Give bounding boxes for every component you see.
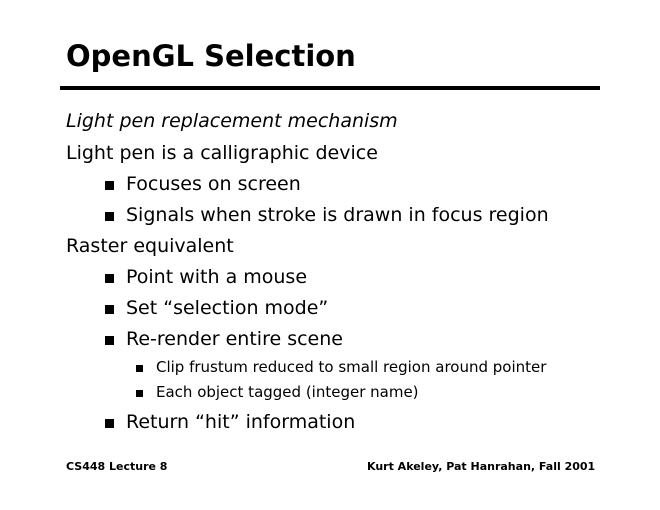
footer-course-label: CS448 Lecture 8 [66, 460, 168, 473]
sub-bullet-text: Each object tagged (integer name) [156, 383, 419, 401]
title-divider [60, 86, 600, 90]
bullet-text: Set “selection mode” [126, 297, 329, 319]
square-bullet-icon [105, 274, 114, 283]
footer-authors-label: Kurt Akeley, Pat Hanrahan, Fall 2001 [367, 460, 596, 473]
sub-bullet-item [134, 385, 419, 400]
square-bullet-icon [105, 336, 114, 345]
bullet-item [102, 299, 328, 318]
bullet-item [102, 268, 307, 287]
heading-line [66, 237, 234, 256]
bullet-item [102, 175, 301, 194]
heading-text: Raster equivalent [66, 235, 234, 257]
square-bullet-icon [105, 305, 114, 314]
small-square-bullet-icon [136, 390, 143, 397]
square-bullet-icon [105, 419, 114, 428]
sub-bullet-text: Clip frustum reduced to small region around pointer [156, 358, 547, 376]
bullet-item [102, 330, 343, 349]
bullet-item [102, 206, 549, 225]
subtitle-line [66, 112, 398, 131]
subtitle-text: Light pen replacement mechanism [66, 110, 398, 132]
bullet-text: Point with a mouse [126, 266, 308, 288]
square-bullet-icon [105, 181, 114, 190]
sub-bullet-item [134, 360, 546, 375]
heading-text: Light pen is a calligraphic device [66, 142, 378, 164]
bullet-text: Signals when stroke is drawn in focus region [126, 204, 549, 226]
slide-title: OpenGL Selection [66, 39, 356, 73]
heading-line [66, 144, 378, 163]
bullet-text: Re-render entire scene [126, 328, 343, 350]
small-square-bullet-icon [136, 365, 143, 372]
square-bullet-icon [105, 212, 114, 221]
bullet-text: Return “hit” information [126, 411, 356, 433]
bullet-text: Focuses on screen [126, 173, 301, 195]
bullet-item [102, 413, 355, 432]
